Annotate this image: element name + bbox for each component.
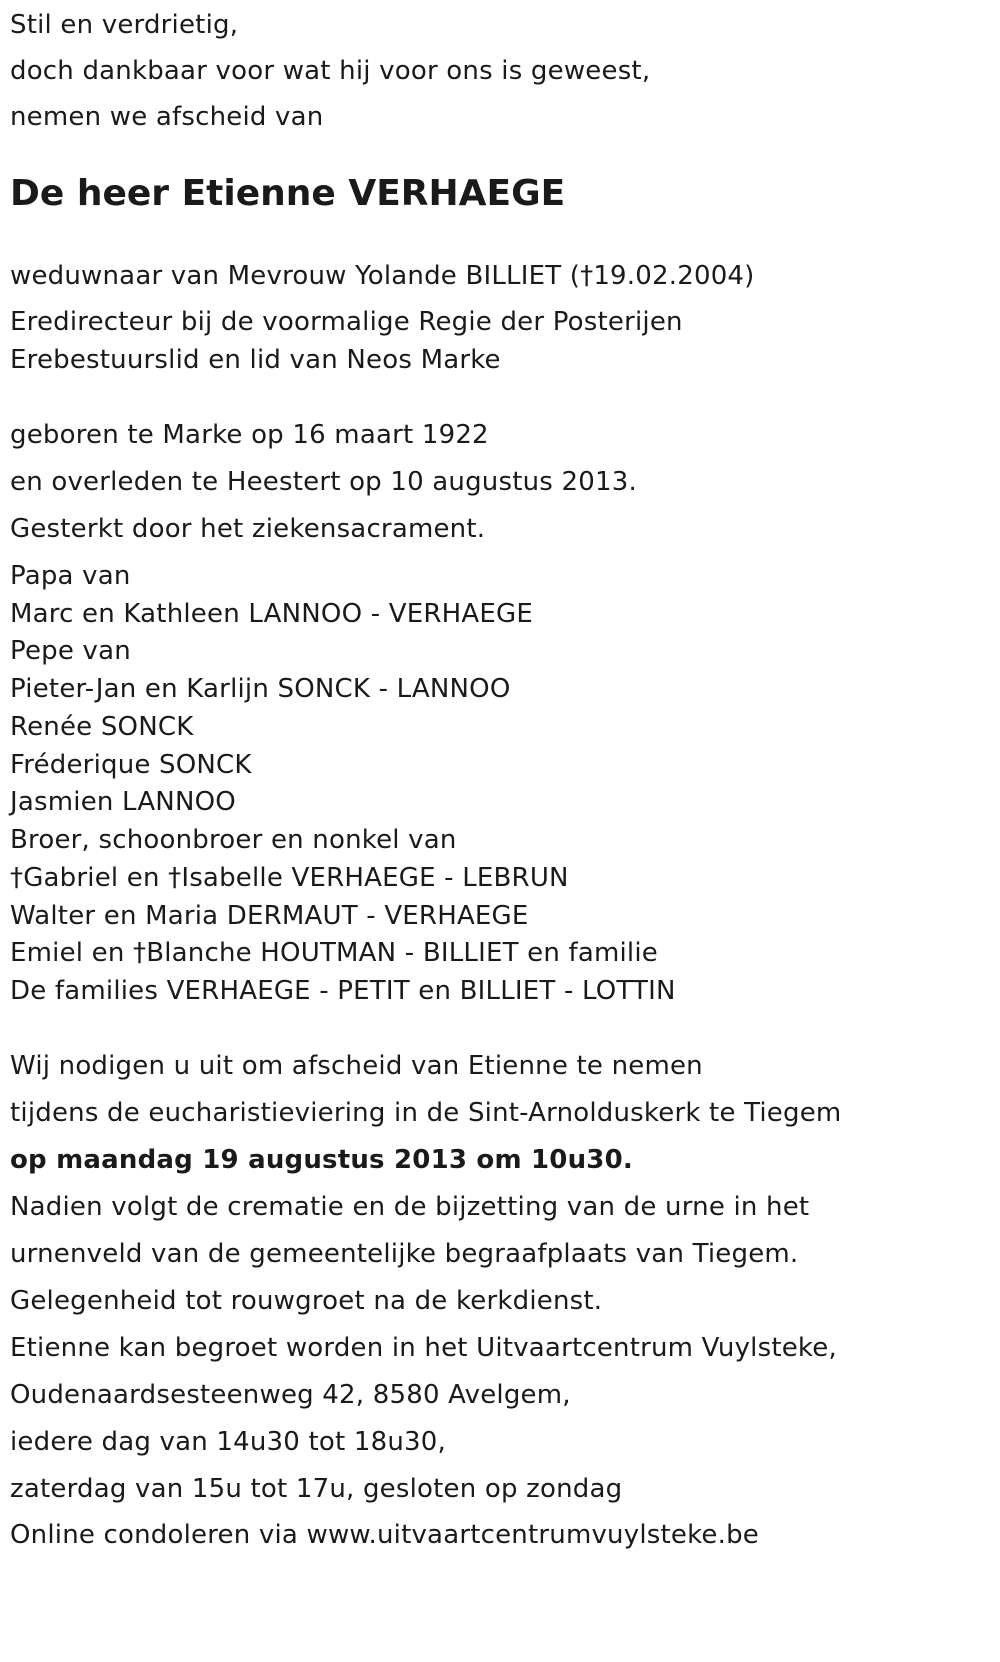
visit-line-3: iedere dag van 14u30 tot 18u30, [10, 1427, 446, 1457]
family-line: Walter en Maria DERMAUT - VERHAEGE [10, 901, 529, 931]
family-line: Fréderique SONCK [10, 750, 252, 780]
family-line: Emiel en †Blanche HOUTMAN - BILLIET en familie [10, 938, 658, 968]
after-line-1: Nadien volgt de crematie en de bijzetting van de urne in het [10, 1192, 810, 1222]
after-line-2: urnenveld van de gemeentelijke begraafplaats van Tiegem. [10, 1239, 799, 1269]
deceased-name: De heer Etienne VERHAEGE [10, 173, 566, 214]
invite-line: Wij nodigen u uit om afscheid van Etienne te nemen [10, 1051, 703, 1081]
intro-line-2: doch dankbaar voor wat hij voor ons is geweest, [10, 56, 651, 86]
intro-line-1: Stil en verdrietig, [10, 10, 239, 40]
visit-line-2: Oudenaardsesteenweg 42, 8580 Avelgem, [10, 1380, 571, 1410]
family-line: Broer, schoonbroer en nonkel van [10, 825, 457, 855]
role-line-1: Eredirecteur bij de voormalige Regie der Posterijen [10, 307, 683, 337]
family-line: Pieter-Jan en Karlijn SONCK - LANNOO [10, 674, 511, 704]
born-line: geboren te Marke op 16 maart 1922 [10, 420, 489, 450]
church-line: tijdens de eucharistieviering in de Sint-Arnolduskerk te Tiegem [10, 1098, 842, 1128]
family-line: Jasmien LANNOO [10, 787, 236, 817]
died-line: en overleden te Heestert op 10 augustus 2013. [10, 467, 637, 497]
family-line: Pepe van [10, 636, 131, 666]
family-line: Renée SONCK [10, 712, 194, 742]
family-line: De families VERHAEGE - PETIT en BILLIET - LOTTIN [10, 976, 676, 1006]
widower-line: weduwnaar van Mevrouw Yolande BILLIET (†19.02.2004) [10, 261, 755, 291]
intro-line-3: nemen we afscheid van [10, 102, 324, 132]
online-condolence-line: Online condoleren via www.uitvaartcentrumvuylsteke.be [10, 1520, 759, 1550]
visit-line-4: zaterdag van 15u tot 17u, gesloten op zondag [10, 1474, 623, 1504]
visit-line-1: Etienne kan begroet worden in het Uitvaartcentrum Vuylsteke, [10, 1333, 837, 1363]
family-line: †Gabriel en †Isabelle VERHAEGE - LEBRUN [10, 863, 569, 893]
condolence-line: Gelegenheid tot rouwgroet na de kerkdienst. [10, 1286, 603, 1316]
role-line-2: Erebestuurslid en lid van Neos Marke [10, 345, 501, 375]
sacrament-line: Gesterkt door het ziekensacrament. [10, 514, 486, 544]
family-line: Papa van [10, 561, 131, 591]
family-line: Marc en Kathleen LANNOO - VERHAEGE [10, 599, 533, 629]
ceremony-date: op maandag 19 augustus 2013 om 10u30. [10, 1145, 633, 1175]
